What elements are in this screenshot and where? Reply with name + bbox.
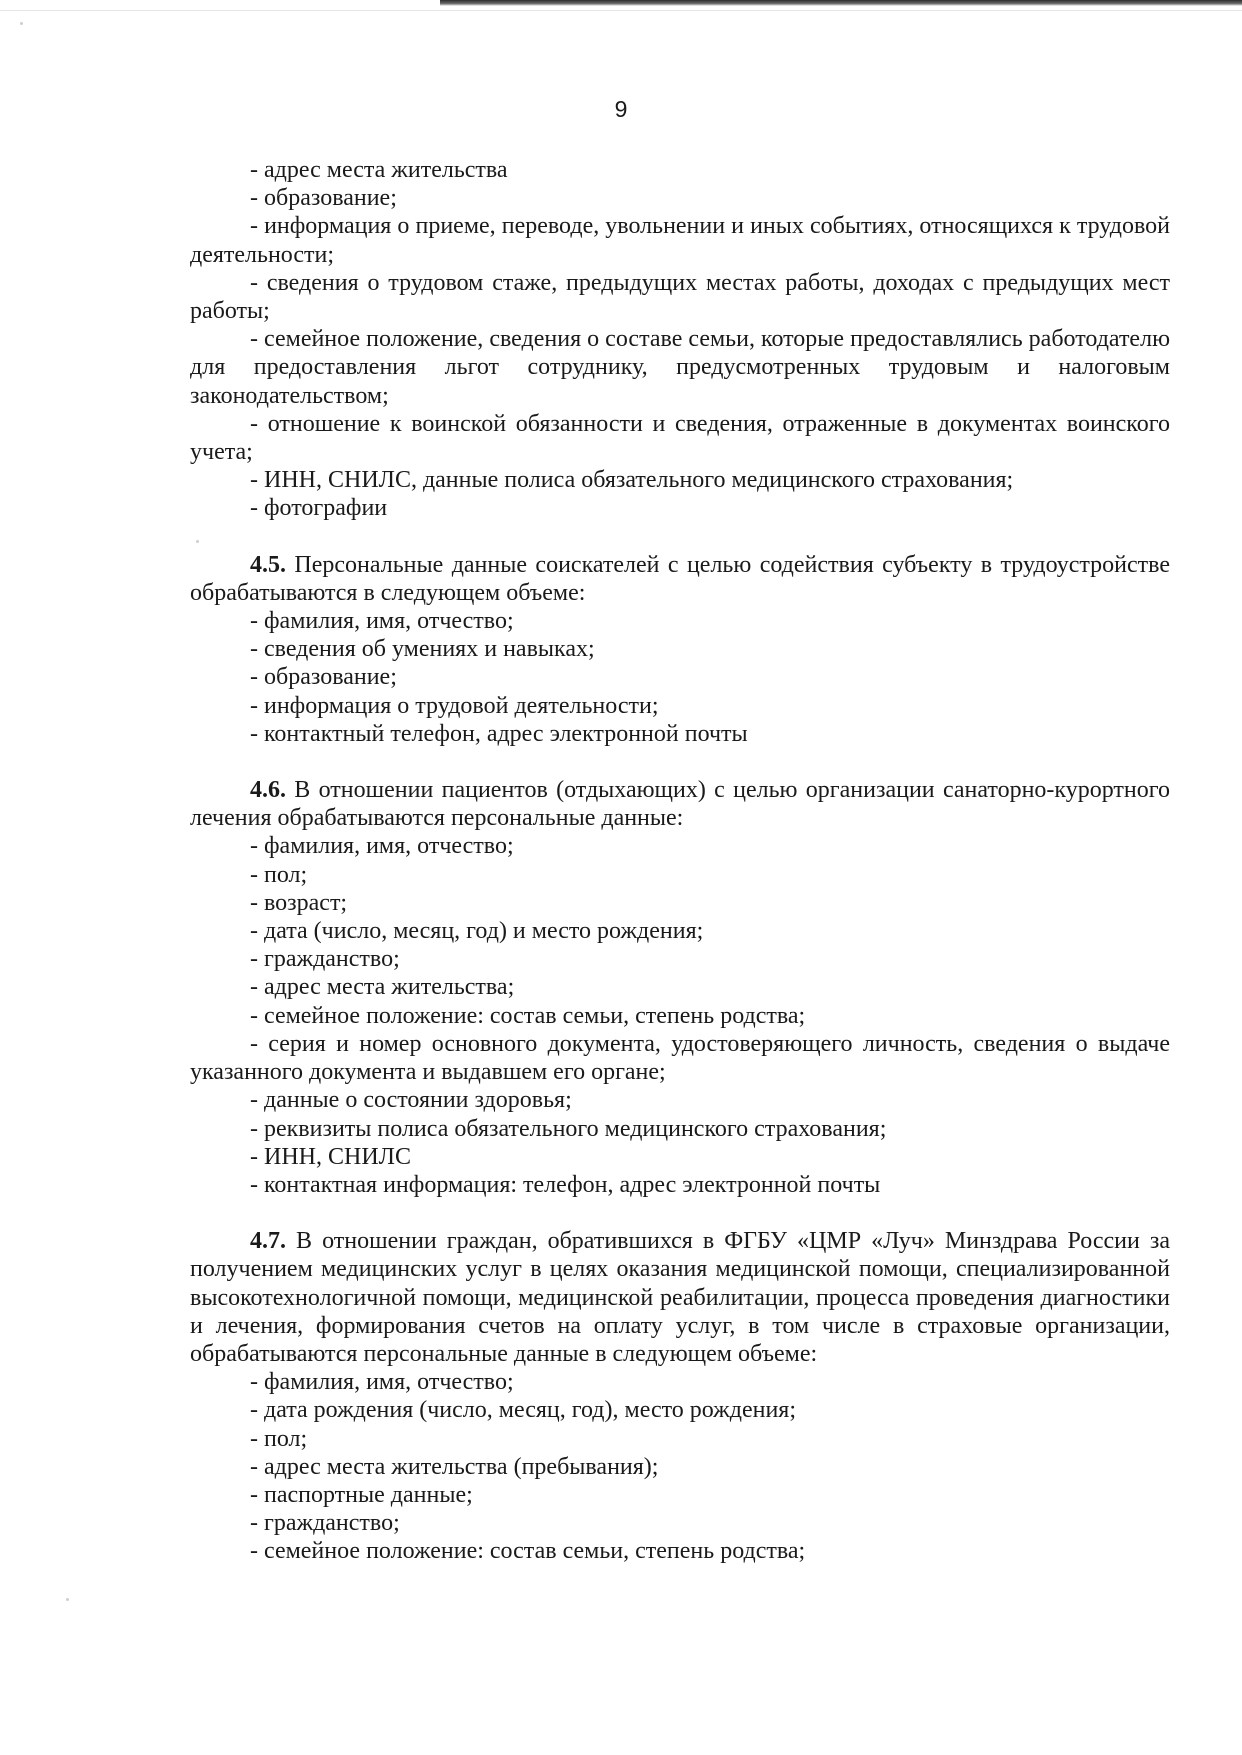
- list-item: - адрес места жительства;: [250, 974, 515, 1001]
- section-paragraph: [190, 551, 1170, 607]
- list-item: - возраст;: [250, 889, 348, 916]
- list-item: - сведения об умениях и навыках;: [250, 636, 595, 663]
- section-number: 4.6.: [250, 777, 286, 804]
- list-item: - фамилия, имя, отчество;: [250, 1369, 514, 1396]
- section-4-6: [190, 776, 1170, 1199]
- list-item: - контактная информация: телефон, адрес электронной почты: [250, 1171, 881, 1198]
- scan-speck: [20, 22, 23, 25]
- list-item: - адрес места жительства (пребывания);: [250, 1453, 659, 1480]
- list-item: - семейное положение, сведения о составе семьи, которые предоставлялись работодателю для предоставления льгот сотруднику, предусмотренных трудовым и налоговым законодательством;: [190, 326, 1170, 409]
- list-item: - гражданство;: [250, 1510, 400, 1537]
- list-item: - фотографии: [250, 495, 388, 522]
- list-item: - семейное положение: состав семьи, степень родства;: [250, 1002, 806, 1029]
- section-text: Персональные данные соискателей с целью содействия субъекту в трудоустройстве обрабатываются в следующем объеме:: [190, 551, 1170, 606]
- list-item: - ИНН, СНИЛС: [250, 1143, 411, 1170]
- list-item: - фамилия, имя, отчество;: [250, 833, 514, 860]
- list-item: - дата (число, месяц, год) и место рождения;: [250, 918, 704, 945]
- page-number: 9: [614, 96, 628, 122]
- list-item: - образование;: [250, 664, 397, 691]
- section-4-7: [190, 1227, 1170, 1565]
- list-item: - отношение к воинской обязанности и сведения, отраженные в документах воинского учета;: [190, 410, 1170, 466]
- section-text: В отношении граждан, обратившихся в ФГБУ «ЦМР «Луч» Минздрава России за получением медицинских услуг в целях оказания медицинской помощи, специализированной высокотехнологичной помощи, медицинской реабилитации, процесса проведения диагностики и лечения, формирования счетов на оплату услуг, в том числе в страховые организации, обрабатываются персональные данные в следующем объеме:: [190, 1228, 1170, 1367]
- section-paragraph: [190, 776, 1170, 832]
- list-item: - паспортные данные;: [250, 1481, 473, 1508]
- scan-speck: [66, 1598, 69, 1601]
- section-text: В отношении пациентов (отдыхающих) с целью организации санаторно-курортного лечения обрабатываются персональные данные:: [190, 777, 1170, 832]
- list-item: - дата рождения (число, месяц, год), место рождения;: [250, 1397, 797, 1424]
- list-item: - информация о приеме, переводе, увольнении и иных событиях, относящихся к трудовой деятельности;: [190, 213, 1170, 268]
- list-item: - гражданство;: [250, 946, 400, 973]
- list-item: - сведения о трудовом стаже, предыдущих местах работы, доходах с предыдущих мест работы;: [190, 269, 1170, 325]
- section-number: 4.5.: [250, 551, 286, 578]
- list-item: - образование;: [250, 185, 397, 212]
- document-body: [190, 156, 1170, 1566]
- list-item: - пол;: [250, 861, 308, 888]
- section-number: 4.7.: [250, 1228, 286, 1255]
- list-employee-data: [190, 156, 1170, 523]
- list-item: - пол;: [250, 1425, 308, 1452]
- list-item: - контактный телефон, адрес электронной почты: [250, 720, 748, 747]
- list-item: - информация о трудовой деятельности;: [250, 692, 659, 719]
- list-item: - ИНН, СНИЛС, данные полиса обязательного медицинского страхования;: [250, 467, 1014, 494]
- list-item: - фамилия, имя, отчество;: [250, 608, 514, 635]
- list-item: - адрес места жительства: [250, 157, 508, 183]
- list-item: - данные о состоянии здоровья;: [250, 1087, 572, 1114]
- list-item: - семейное положение: состав семьи, степень родства;: [250, 1538, 806, 1565]
- paragraph-gap: [190, 523, 1170, 551]
- list-item: - реквизиты полиса обязательного медицинского страхования;: [250, 1115, 887, 1142]
- section-4-5: [190, 551, 1170, 748]
- paragraph-gap: [190, 748, 1170, 776]
- paragraph-gap: [190, 1199, 1170, 1227]
- section-paragraph: [190, 1227, 1170, 1368]
- list-item: - серия и номер основного документа, удостоверяющего личность, сведения о выдаче указанного документа и выдавшем его органе;: [190, 1030, 1170, 1086]
- scan-top-edge: [440, 0, 1242, 6]
- scan-top-rule: [0, 10, 1242, 11]
